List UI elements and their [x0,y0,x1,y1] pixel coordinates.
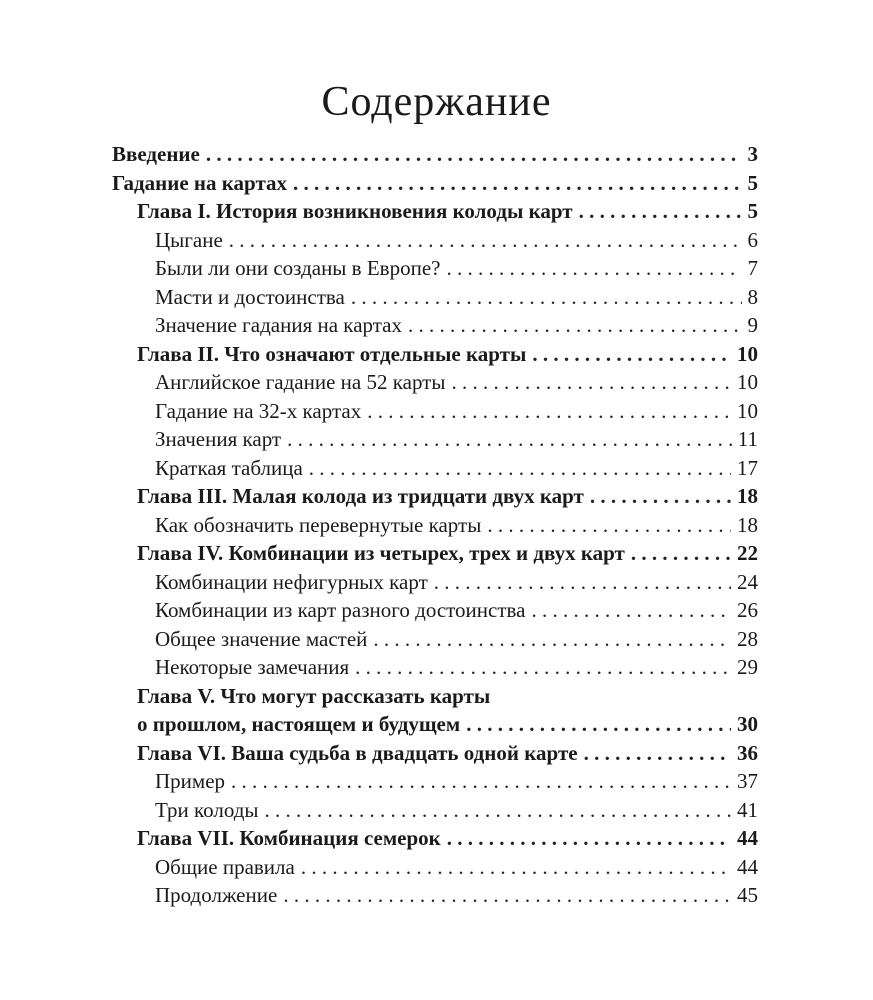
toc-entry-label: Глава I. История возникновения колоды карт [137,199,573,223]
toc-dot-leader [447,824,731,853]
toc-entry [112,368,758,397]
toc-entry [112,397,758,426]
toc-dot-leader [446,254,741,283]
toc-entry [112,653,758,682]
toc-entry-label: Глава VI. Ваша судьба в двадцать одной карте [137,740,578,765]
toc-entry [112,226,758,255]
toc-entry-label: Значение гадания на картах [155,313,402,337]
toc-entry [112,682,758,711]
toc-entry-label: Как обозначить перевернутые карты [155,512,482,537]
toc-entry-label: Глава IV. Комбинации из четырех, трех и двух карт [137,541,625,565]
toc-entry-label: Глава V. Что могут рассказать карты [137,683,491,708]
toc-entry [112,796,758,825]
toc-entry-label: Глава III. Малая колода из тридцати двух карт [137,484,584,508]
toc-page-number: 24 [737,569,758,594]
toc-entry-label: о прошлом, настоящем и будущем [137,712,461,736]
toc-page-number: 17 [737,455,758,480]
toc-page-number: 18 [737,512,758,537]
toc-dot-leader [434,568,731,597]
toc-entry [112,881,758,910]
toc-entry-label: Гадание на 32-х картах [155,398,362,423]
toc-page-number: 10 [737,398,758,423]
toc-entry-label: Глава II. Что означают отдельные карты [137,341,527,366]
toc-page-number: 44 [737,826,758,850]
toc-page-number: 8 [747,284,758,309]
toc-dot-leader [373,625,731,654]
toc-page-number: 5 [747,170,758,195]
toc-page-number: 10 [737,341,758,366]
page-title: Содержание [321,79,552,125]
toc-dot-leader [532,596,732,625]
toc-entry [112,425,758,454]
toc-dot-leader [355,653,731,682]
toc-page-number: 9 [747,313,758,337]
toc-entry-label: Комбинации из карт разного достоинства [155,598,526,622]
toc-dot-leader [283,881,731,910]
toc-dot-leader [631,539,731,568]
toc-dot-leader [206,140,742,169]
toc-entry [112,539,758,568]
toc-entry-label: Комбинации нефигурных карт [155,569,428,594]
toc-dot-leader [231,767,731,796]
toc-entry [112,140,758,169]
toc-entry [112,254,758,283]
toc-entry-label: Общие правила [155,854,295,879]
toc-page-number: 36 [737,740,758,765]
toc-entry-label: Общее значение мастей [155,626,368,651]
toc-entry-label: Продолжение [155,883,278,907]
toc-entry-label: Масти и достоинства [155,284,345,309]
toc-entry [112,511,758,540]
toc-page-number: 44 [737,854,758,879]
toc-page-number: 37 [737,769,758,793]
toc-dot-leader [309,454,731,483]
toc-entry [112,568,758,597]
toc-entry-label: Английское гадание на 52 карты [155,370,446,394]
toc-entry [112,340,758,369]
toc-entry-label: Три колоды [155,797,259,822]
toc-entry-label: Введение [112,142,200,166]
toc-entry [112,853,758,882]
toc-page-number: 5 [747,199,758,223]
toc-entry-label: Значения карт [155,427,282,451]
toc-entry [112,824,758,853]
toc-page-number: 6 [747,227,758,252]
toc-page-number: 45 [737,883,758,907]
toc-page-number: 10 [737,370,758,394]
toc-dot-leader [584,739,731,768]
toc-entry-label: Некоторые замечания [155,655,350,679]
toc-entry [112,625,758,654]
toc-entry-label: Гадание на картах [112,170,288,195]
toc-dot-leader [451,368,731,397]
toc-page-number: 3 [747,142,758,166]
toc-entry-label: Глава VII. Комбинация семерок [137,826,441,850]
toc-dot-leader [229,226,742,255]
toc-page-number: 28 [737,626,758,651]
toc-dot-leader [408,311,742,340]
toc-entry [112,311,758,340]
toc-page-number: 29 [737,655,758,679]
toc-entry-label: Цыгане [155,227,223,252]
toc-entry [112,596,758,625]
toc-entry-label: Пример [155,769,226,793]
toc-dot-leader [351,283,742,312]
toc-dot-leader [466,710,731,739]
toc-page-number: 22 [737,541,758,565]
toc-page-number: 41 [737,797,758,822]
toc-dot-leader [487,511,731,540]
toc-entry [112,283,758,312]
toc-dot-leader [579,197,742,226]
toc-entry [112,454,758,483]
table-of-contents [112,140,758,910]
toc-page-number: 11 [737,427,758,451]
toc-entry [112,767,758,796]
toc-page-number: 7 [747,256,758,280]
toc-entry [112,739,758,768]
toc-dot-leader [532,340,731,369]
toc-dot-leader [265,796,731,825]
toc-entry-label: Были ли они созданы в Европе? [155,256,441,280]
toc-entry [112,710,758,739]
toc-dot-leader [287,425,732,454]
toc-entry [112,482,758,511]
toc-dot-leader [367,397,731,426]
toc-dot-leader [301,853,731,882]
toc-page-number: 26 [737,598,758,622]
toc-page-number: 18 [737,484,758,508]
toc-dot-leader [293,169,741,198]
toc-entry [112,169,758,198]
toc-page-number: 30 [737,712,758,736]
toc-dot-leader [590,482,731,511]
toc-entry [112,197,758,226]
toc-entry-label: Краткая таблица [155,455,303,480]
